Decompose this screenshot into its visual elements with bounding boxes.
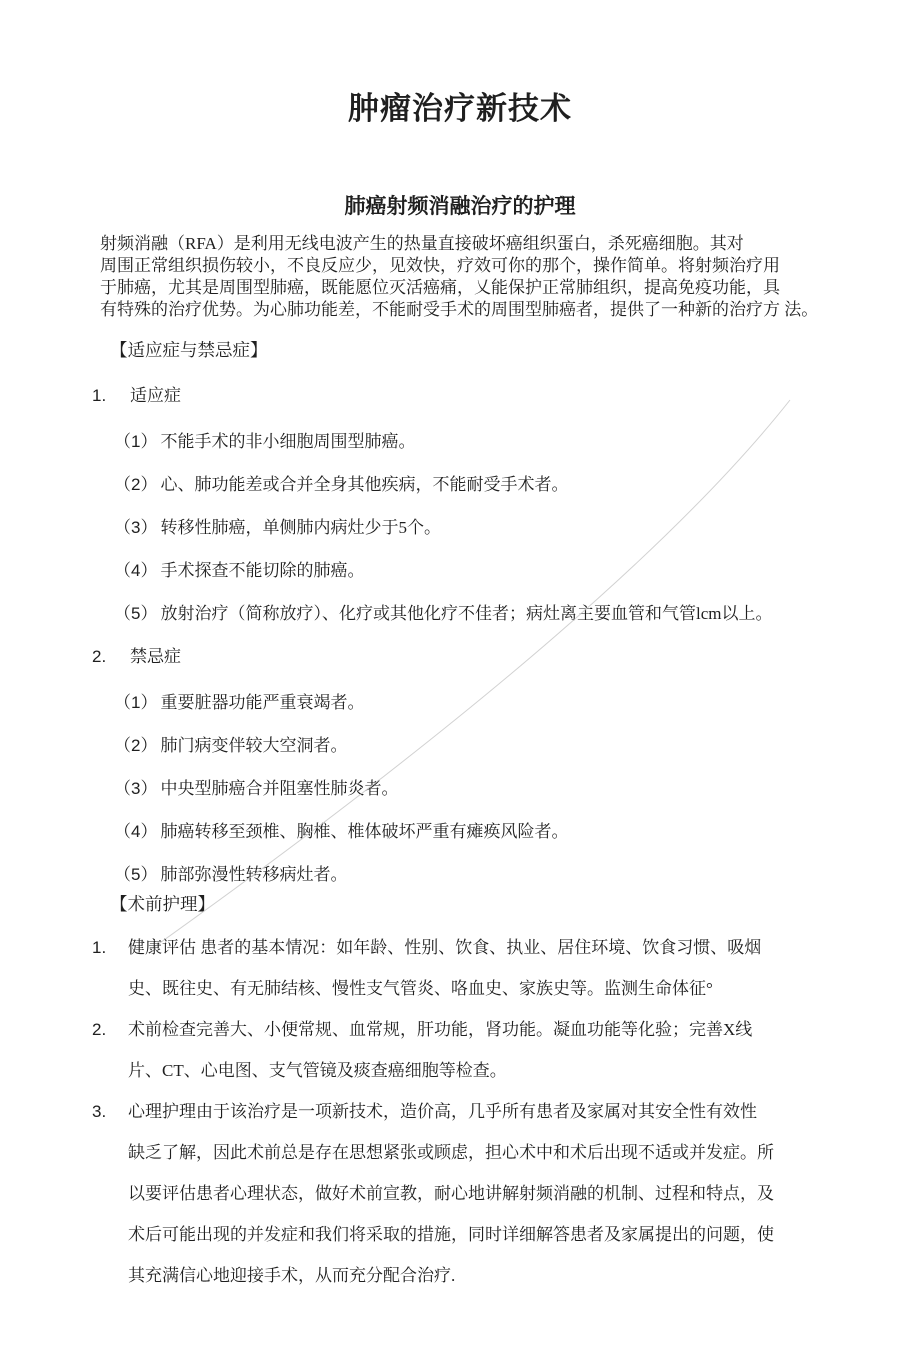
list-item [0, 493, 920, 536]
indication-groups [0, 361, 920, 883]
list-item-text: 心、肺功能差或合并全身其他疾病，不能耐受手术者。 [160, 475, 569, 494]
list-item-number: （5） [114, 604, 158, 623]
intro-paragraph-line: 射频消融（RFA）是利用无线电波产生的热量直接破坏癌组织蛋白，杀死癌细胞。其对 [100, 234, 744, 253]
preop-item-lines [128, 1009, 920, 1091]
preop-item-line: 心理护理由于该治疗是一项新技术，造价高，几乎所有患者及家属对其安全性有效性 [128, 1102, 757, 1121]
preop-item-line: 术后可能出现的并发症和我们将采取的措施，同时详细解答患者及家属提出的问题，使 [128, 1225, 774, 1244]
preop-item-lines [128, 927, 920, 1009]
list-item [0, 536, 920, 579]
list-item [0, 711, 920, 754]
list-item-text: 中央型肺癌合并阻塞性肺炎者。 [160, 779, 399, 798]
list-item [0, 840, 920, 883]
group-item-list [0, 668, 920, 883]
group-heading [0, 622, 920, 668]
list-item [0, 579, 920, 622]
list-item-number: （1） [114, 432, 158, 451]
list-item-number: （3） [114, 518, 158, 537]
list-item-text: 不能手术的非小细胞周围型肺癌。 [160, 432, 416, 451]
preop-care-list [0, 915, 920, 1296]
list-item-text: 转移性肺癌，单侧肺内病灶少于5个。 [160, 518, 441, 537]
indication-group [0, 361, 920, 622]
list-item-number: （3） [114, 779, 158, 798]
list-item-text: 重要脏器功能严重衰竭者。 [160, 693, 365, 712]
document-subtitle: 肺癌射频消融治疗的护理 [344, 194, 576, 218]
intro-paragraph-line: 有特殊的治疗优势。为心肺功能差，不能耐受手术的周围型肺癌者，提供了一种新的治疗方 法。 [100, 300, 819, 319]
preop-item-line: 术前检查完善大、小便常规、血常规，肝功能，肾功能。凝血功能等化验；完善X线 [128, 1020, 753, 1039]
preop-care-item [0, 1091, 920, 1296]
preop-item-line: 以要评估患者心理状态，做好术前宣教，耐心地讲解射频消融的机制、过程和特点，及 [128, 1184, 774, 1203]
preop-item-line: 健康评估 患者的基本情况：如年龄、性别、饮食、执业、居住环境、饮食习惯、吸烟 [128, 938, 762, 957]
preop-item-number: 2. [92, 1020, 107, 1039]
list-item-number: （5） [114, 865, 158, 884]
preop-item-line: 史、既往史、有无肺结核、慢性支气管炎、咯血史、家族史等。监测生命体征° [128, 979, 713, 998]
list-item-number: （4） [114, 822, 158, 841]
indication-group [0, 622, 920, 883]
document-title: 肿瘤治疗新技术 [348, 91, 572, 126]
group-label: 禁忌症 [130, 647, 181, 666]
group-number: 2. [92, 647, 107, 666]
list-item-number: （2） [114, 475, 158, 494]
list-item [0, 668, 920, 711]
list-item-text: 肺部弥漫性转移病灶者。 [160, 865, 348, 884]
group-heading [0, 361, 920, 407]
intro-paragraph [0, 219, 920, 321]
intro-paragraph-line: 周围正常组织损伤较小，不良反应少，见效快，疗效可你的那个，操作简单。将射频治疗用 [100, 256, 780, 275]
group-item-list [0, 407, 920, 622]
heading-preop-care: 【术前护理】 [110, 894, 215, 914]
list-item-number: （4） [114, 561, 158, 580]
group-label: 适应症 [130, 386, 181, 405]
heading-indications-contraindications: 【适应症与禁忌症】 [110, 340, 268, 360]
preop-item-line: 缺乏了解，因此术前总是存在思想紧张或顾虑，担心术中和术后出现不适或并发症。所 [128, 1143, 774, 1162]
list-item-text: 肺门病变伴较大空洞者。 [160, 736, 348, 755]
list-item [0, 407, 920, 450]
intro-paragraph-line: 于肺癌，尤其是周围型肺癌，既能愿位灭活癌痛，乂能保护正常肺组织，提高免疫功能，具 [100, 278, 780, 297]
list-item-number: （1） [114, 693, 158, 712]
preop-item-number: 1. [92, 938, 107, 957]
group-number: 1. [92, 386, 107, 405]
list-item-number: （2） [114, 736, 158, 755]
preop-item-number: 3. [92, 1102, 107, 1121]
preop-care-item [0, 927, 920, 1009]
list-item-text: 放射治疗（简称放疗）、化疗或其他化疗不佳者；病灶离主要血管和气管lcm以上。 [160, 604, 773, 623]
list-item [0, 754, 920, 797]
list-item-text: 肺癌转移至颈椎、胸椎、椎体破坏严重有瘫痪风险者。 [160, 822, 569, 841]
preop-item-line: 其充满信心地迎接手术，从而充分配合治疗. [128, 1266, 456, 1285]
list-item [0, 450, 920, 493]
preop-item-line: 片、CT、心电图、支气管镜及痰查癌细胞等检查。 [128, 1061, 507, 1080]
preop-item-lines [128, 1091, 920, 1296]
preop-care-item [0, 1009, 920, 1091]
list-item [0, 797, 920, 840]
list-item-text: 手术探查不能切除的肺癌。 [160, 561, 365, 580]
